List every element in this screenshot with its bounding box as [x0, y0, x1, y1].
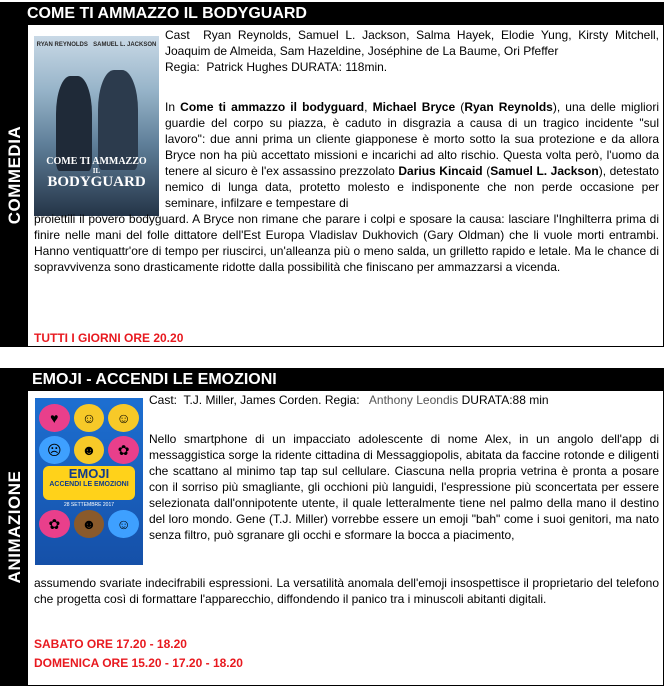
genre-sidebar	[1, 369, 28, 685]
plot-text-continued: proiettili il povero bodyguard. A Bryce non rimane che parare i colpi e sposare la causa: lasciare l'Inghilterra prima di finire nelle mani del folle dittatore dell'Est Europa Vladislav Dukhovich (Gary Oldman) che li vuole morti entrambi. Hanno ventiquattr'ore di tempo per riuscirci, un'alleanza più o meno salda, un grilletto rapido e letale. Ma le chance di sopravvivenza sono drasticamente ridotte dalla possibilità che finiscano per ammazzarsi a vicenda.	[34, 212, 659, 274]
cast-info: Cast Ryan Reynolds, Samuel L. Jackson, Salma Hayek, Elodie Yung, Kirsty Mitchell, Joaquim de Almeida, Sam Hazeldine, Joséphine de La Baume, Ori Pfeffer Regia: Patrick Hughes DURATA: 118min.	[165, 28, 659, 74]
showtimes: TUTTI I GIORNI ORE 20.20	[34, 331, 184, 345]
cast-info: Cast: T.J. Miller, James Corden. Regia: Anthony Leondis DURATA:88 min	[149, 393, 549, 407]
poster-emoji-row-bottom: ✿ ☻ ☺	[39, 510, 139, 538]
plot-text: In Come ti ammazzo il bodyguard, Michael Bryce (Ryan Reynolds), una delle migliori guardie del corpo su piazza, è caduto in disgrazia a causa di un tragico incidente "sul lavoro": due anni prima un cliente giapponese è morto sotto la sua protezione e da allora Bryce non ha più accettato missioni e incarichi ad alto rischio. Questa volta però, l'uomo da tenere al sicuro è l'ex assassino prezzolato Darius Kincaid (Samuel L. Jackson), detestato nemico di lunga data, protetto molesto e indisponente che non perde occasione per seminare, infilzare e tempestare di	[165, 100, 659, 210]
genre-label: ANIMAZIONE	[4, 470, 24, 584]
poster-figure-right	[98, 70, 138, 170]
genre-sidebar	[1, 3, 28, 346]
poster-emoji-row-top: ♥ ☺ ☺ ☹ ☻ ✿	[39, 404, 139, 464]
showtimes: SABATO ORE 17.20 - 18.20 DOMENICA ORE 15.20 - 17.20 - 18.20	[34, 637, 243, 670]
poster-actors: RYAN REYNOLDS SAMUEL L. JACKSON	[36, 42, 157, 48]
plot-text: Nello smartphone di un impacciato adolescente di nome Alex, in un angolo dell'app di messaggistica sorge la ridente cittadina di Messaggiopolis, abitata da faccine rotonde e diligenti che scattano al minimo tap tap sul cellulare. Ciascuna nella propria vetrina è pronta a posare con il sorriso più smagliante, gli occhioni più languidi, l'espressione più sconcertata per essere selezionata dall'onnipotente utente, il quale letteralmente tiene nel palmo della mano il destino del loro mondo. Gene (T.J. Miller) vorrebbe essere un emoji "bah" come i suoi genitori, ma nato senza filtro, può sgranare gli occhi e sformare la bocca a piacimento,	[149, 432, 659, 542]
poster-logo: EMOJI ACCENDI LE EMOZIONI	[43, 466, 135, 500]
genre-label: COMMEDIA	[4, 125, 24, 224]
movie-title: COME TI AMMAZZO IL BODYGUARD	[1, 3, 663, 25]
movie-card-bodyguard	[0, 2, 664, 347]
movie-title: EMOJI - ACCENDI LE EMOZIONI	[1, 369, 663, 391]
movie-poster: ♥ ☺ ☺ ☹ ☻ ✿ EMOJI ACCENDI LE EMOZIONI 28 SETTEMBRE 2017 ✿ ☻ ☺	[35, 398, 143, 565]
plot-text-continued: assumendo svariate indecifrabili espressioni. La versatilità anomala dell'emoji insospettisce il proprietario del telefono che progetta così di formattare l'apparecchio, diffondendo il panico tra i minuscoli abitanti digitali.	[34, 576, 659, 606]
movie-poster: RYAN REYNOLDS SAMUEL L. JACKSON COME TI AMMAZZO IL BODYGUARD	[34, 36, 159, 216]
movie-card-emoji	[0, 368, 664, 686]
